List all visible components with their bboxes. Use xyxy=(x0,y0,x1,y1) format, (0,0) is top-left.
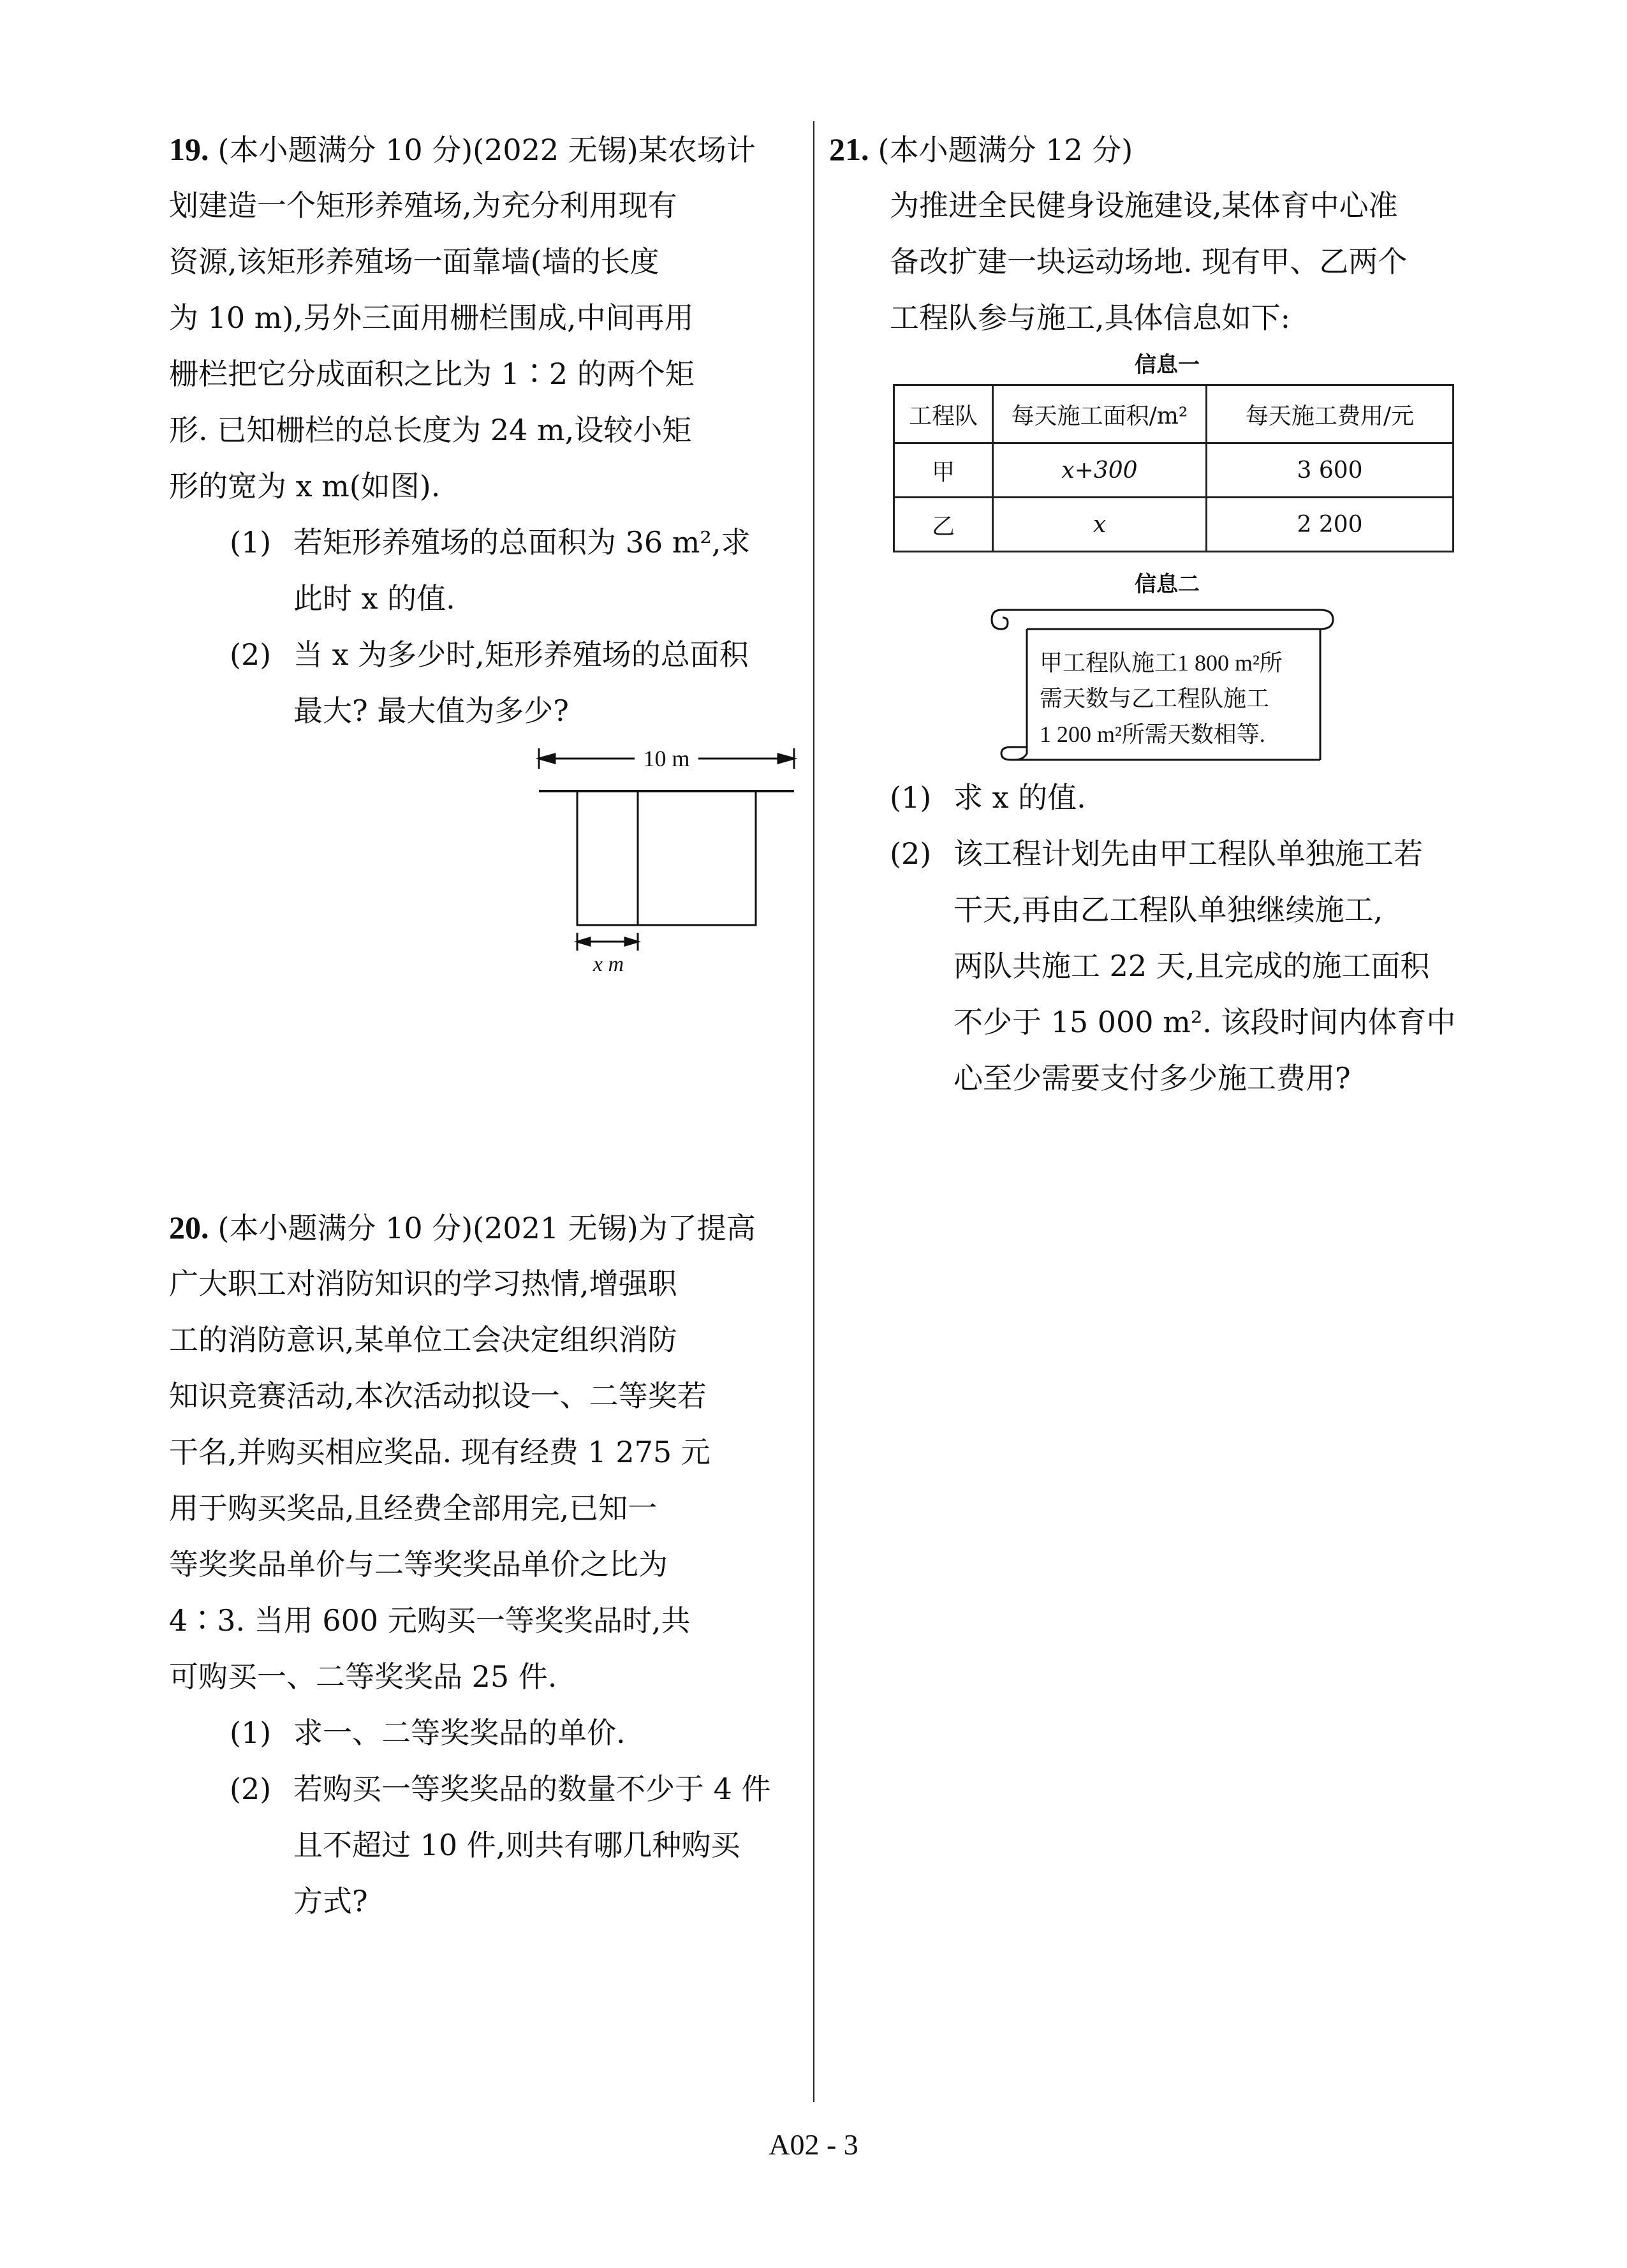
q20-line: 用于购买奖品,且经费全部用完,已知一 xyxy=(169,1491,658,1525)
q20-line: 广大职工对消防知识的学习热情,增强职 xyxy=(169,1266,677,1301)
arrow-left-icon xyxy=(539,754,555,763)
q19-line: 资源,该矩形养殖场一面靠墙(墙的长度 xyxy=(169,244,659,279)
table-row xyxy=(894,443,1454,498)
q21-header: 21. (本小题满分 12 分) xyxy=(829,131,1133,167)
q19-line: 划建造一个矩形养殖场,为充分利用现有 xyxy=(169,188,677,223)
q19-part-1: (1) 若矩形养殖场的总面积为 36 m²,求 xyxy=(230,525,751,560)
info2-title: 信息二 xyxy=(1135,572,1200,597)
arrow-right-icon xyxy=(778,754,794,763)
info2-line: 1 200 m²所需天数相等. xyxy=(1040,722,1265,747)
q21-part-1: (1) 求 x 的值. xyxy=(890,780,1086,815)
info1-title: 信息一 xyxy=(1135,352,1200,378)
info2-line: 甲工程队施工1 800 m²所 xyxy=(1040,650,1283,676)
table-header-row xyxy=(894,385,1454,443)
q19-part-2-cont: 最大? 最大值为多少? xyxy=(293,693,569,728)
question-19 xyxy=(169,121,800,739)
q20-line: 可购买一、二等奖奖品 25 件. xyxy=(169,1659,557,1694)
table-cell: x+300 xyxy=(993,443,1207,498)
table-cell: 3 600 xyxy=(1207,443,1454,498)
q20-line: 干名,并购买相应奖品. 现有经费 1 275 元 xyxy=(169,1435,710,1469)
arrow-left-icon xyxy=(577,938,590,945)
page-number: A02 - 3 xyxy=(769,2128,858,2161)
q21-part-2-cont: 不少于 15 000 m². 该段时间内体育中 xyxy=(953,1005,1456,1039)
figure-top-label: 10 m xyxy=(643,746,690,771)
q19-line: 形. 已知栅栏的总长度为 24 m,设较小矩 xyxy=(169,413,692,447)
table-cell: x xyxy=(993,498,1207,552)
q20-line: 等奖奖品单价与二等奖奖品单价之比为 xyxy=(169,1547,668,1582)
table-cell: 甲 xyxy=(894,443,993,498)
q21-part-2-cont: 两队共施工 22 天,且完成的施工面积 xyxy=(953,949,1430,983)
info2-line: 需天数与乙工程队施工 xyxy=(1040,686,1270,711)
q20-line: 知识竞赛活动,本次活动拟设一、二等奖若 xyxy=(169,1379,707,1413)
table-header-cell: 每天施工面积/m² xyxy=(993,385,1207,443)
info1-table xyxy=(893,384,1454,552)
q21-line: 备改扩建一块运动场地. 现有甲、乙两个 xyxy=(890,244,1408,279)
arrow-right-icon xyxy=(625,938,638,945)
q20-part-2-cont: 方式? xyxy=(293,1884,368,1918)
q19-line: 栅栏把它分成面积之比为 1∶2 的两个矩 xyxy=(169,357,695,391)
info2-text xyxy=(1040,645,1339,752)
question-20 xyxy=(169,1199,800,1929)
table-cell: 乙 xyxy=(894,498,993,552)
q19-line: 为 10 m),另外三面用栅栏围成,中间再用 xyxy=(169,300,694,335)
table-cell: 2 200 xyxy=(1207,498,1454,552)
table-header-cell: 每天施工费用/元 xyxy=(1207,385,1454,443)
q19-part-1-cont: 此时 x 的值. xyxy=(293,581,455,616)
q20-line: 4∶3. 当用 600 元购买一等奖奖品时,共 xyxy=(169,1603,691,1638)
info2-scroll xyxy=(989,604,1346,763)
q19-line: 形的宽为 x m(如图). xyxy=(169,469,441,503)
q20-part-1: (1) 求一、二等奖奖品的单价. xyxy=(230,1716,626,1750)
q20-line: 工的消防意识,某单位工会决定组织消防 xyxy=(169,1323,677,1357)
column-divider xyxy=(813,121,814,2102)
q21-part-2-cont: 干天,再由乙工程队单独继续施工, xyxy=(953,893,1383,927)
q20-line: 20. (本小题满分 10 分)(2021 无锡)为了提高 xyxy=(169,1210,756,1245)
q20-part-2-cont: 且不超过 10 件,则共有哪几种购买 xyxy=(293,1828,740,1862)
table-header-cell: 工程队 xyxy=(894,385,993,443)
q21-part-2: (2) 该工程计划先由甲工程队单独施工若 xyxy=(890,836,1423,871)
q21-line: 为推进全民健身设施建设,某体育中心准 xyxy=(890,188,1398,223)
figure-bottom-label: x m xyxy=(593,952,624,976)
q19-number: 19. xyxy=(169,131,209,167)
q19-part-2: (2) 当 x 为多少时,矩形养殖场的总面积 xyxy=(230,637,749,672)
q21-line: 工程队参与施工,具体信息如下: xyxy=(890,300,1291,335)
enclosure-rect xyxy=(577,791,756,925)
q21-number: 21. xyxy=(829,131,869,167)
table-row xyxy=(894,498,1454,552)
q21-part-2-cont: 心至少需要支付多少施工费用? xyxy=(953,1061,1351,1095)
question-21 xyxy=(829,121,1467,1106)
q20-number: 20. xyxy=(169,1210,209,1245)
q19-figure xyxy=(529,746,804,982)
q19-line: 19. (本小题满分 10 分)(2022 无锡)某农场计 xyxy=(169,131,756,167)
q20-part-2: (2) 若购买一等奖奖品的数量不少于 4 件 xyxy=(230,1772,771,1806)
